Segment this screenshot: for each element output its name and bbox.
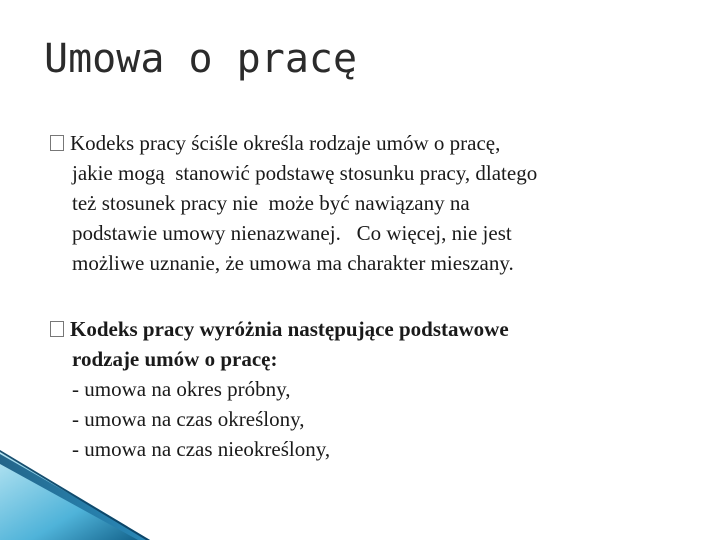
list-item: - umowa na okres próbny, [72, 377, 291, 401]
bullet-line: podstawie umowy nienazwanej. Co więcej, nie jest [72, 221, 512, 245]
bullet-paragraph-2 [50, 314, 690, 464]
bullet-line-bold: rodzaje umów o pracę: [72, 347, 278, 371]
list-item: - umowa na czas nieokreślony, [72, 437, 331, 461]
bullet-box-icon [50, 321, 64, 337]
bullet-line: też stosunek pracy nie może być nawiązany na [72, 191, 470, 215]
bullet-line: jakie mogą stanowić podstawę stosunku pracy, dlatego [72, 161, 538, 185]
bullet-paragraph-1 [50, 128, 690, 278]
bullet-box-icon [50, 135, 64, 151]
bullet-line-bold [50, 314, 690, 344]
bullet-text: Kodeks pracy wyróżnia następujące podstawowe [70, 317, 509, 341]
bullet-text: Kodeks pracy ściśle określa rodzaje umów o pracę, [70, 131, 501, 155]
list-item: - umowa na czas określony, [72, 407, 305, 431]
bullet-line: możliwe uznanie, że umowa ma charakter mieszany. [72, 251, 514, 275]
bullet-line [50, 128, 690, 158]
slide-title: Umowa o pracę [44, 36, 358, 82]
